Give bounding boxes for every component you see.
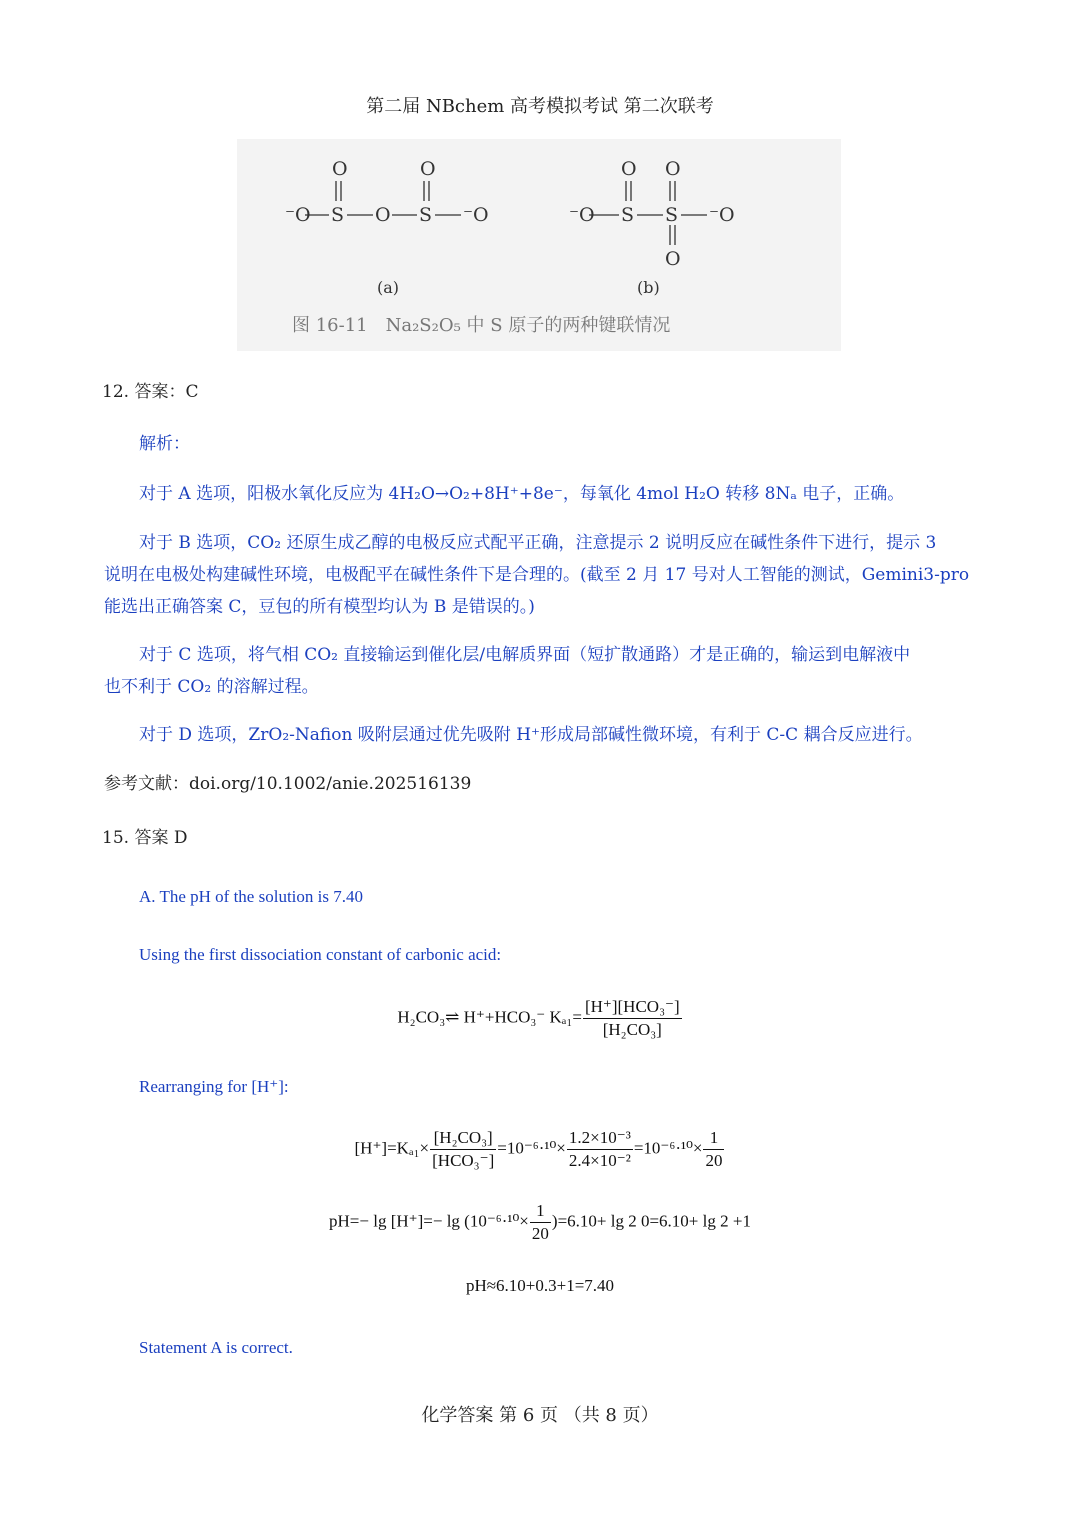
eq2-a: [H⁺]=Kₐ₁×	[354, 1138, 430, 1158]
equation-ph-result: pH≈6.10+0.3+1=7.40	[465, 1276, 615, 1295]
eq1-num: [H⁺][HCO₃⁻]	[583, 996, 682, 1019]
eq3-den: 20	[531, 1224, 549, 1243]
equation-ka1	[0, 996, 1080, 1041]
eq2-b: =10⁻⁶·¹⁰×	[497, 1138, 566, 1158]
eq2-f2-num: 1.2×10⁻³	[567, 1127, 633, 1150]
a-s2: S	[419, 204, 433, 226]
eq2-c: =10⁻⁶·¹⁰×	[633, 1138, 703, 1158]
b-o-right: ⁻O	[709, 204, 735, 226]
q12-answer-text: 12. 答案：C	[102, 382, 199, 402]
b-s1: S	[621, 204, 635, 226]
q12-option-d: 对于 D 选项，ZrO₂-Nafion 吸附层通过优先吸附 H⁺形成局部碱性微环境，有利于 C-C 耦合反应进行。	[139, 725, 923, 745]
eq2-f3-den: 20	[705, 1151, 723, 1170]
q15-answer: 15. 答案 D	[102, 828, 188, 848]
eq2-f3-num: 1	[703, 1127, 724, 1150]
eq2-f2-den: 2.4×10⁻²	[568, 1151, 631, 1170]
page-footer: 化学答案 第 6 页 （共 8 页）	[421, 1405, 659, 1426]
a-o-right: ⁻O	[463, 204, 489, 226]
eq1-den: [H₂CO₃]	[602, 1020, 662, 1039]
structure-diagram	[237, 139, 841, 351]
q15-statement-a: A. The pH of the solution is 7.40	[139, 887, 363, 906]
eq2-fraction2	[567, 1127, 633, 1172]
eq3-a: pH=− lg [H⁺]=− lg (10⁻⁶·¹⁰×	[329, 1211, 529, 1231]
eq3-num: 1	[530, 1200, 551, 1223]
b-o-left: ⁻O	[569, 204, 595, 226]
b-o-top1: O	[621, 158, 637, 180]
a-o-left: ⁻O	[285, 204, 311, 226]
q12-answer	[102, 376, 198, 408]
q12-reference: 参考文献：doi.org/10.1002/anie.202516139	[104, 774, 472, 794]
a-o-top1: O	[332, 158, 348, 180]
q12-option-c-line2: 也不利于 CO₂ 的溶解过程。	[104, 677, 319, 697]
eq2-fraction3	[703, 1127, 724, 1172]
b-o-bottom: O	[665, 248, 681, 270]
q12-option-b-line1: 对于 B 选项，CO₂ 还原生成乙醇的电极反应式配平正确，注意提示 2 说明反应在碱性条件下进行，提示 3	[139, 533, 937, 553]
eq2-f1-den: [HCO₃⁻]	[432, 1151, 495, 1170]
figure-caption: 图 16-11 Na₂S₂O₅ 中 S 原子的两种键联情况	[292, 315, 671, 336]
equation-h-concentration	[0, 1127, 1080, 1172]
eq1-left: H₂CO₃⇌ H⁺+HCO₃⁻ Kₐ₁=	[397, 1007, 582, 1027]
a-o-bridge: O	[375, 204, 391, 226]
q12-option-c-line1: 对于 C 选项，将气相 CO₂ 直接输运到催化层/电解质界面（短扩散通路）才是正确的，输运到电解液中	[139, 645, 911, 665]
eq2-f1-num: [H₂CO₃]	[430, 1127, 496, 1150]
eq3-fraction	[530, 1200, 551, 1245]
figure-s2o5-bonding	[237, 139, 841, 351]
eq2-fraction1	[430, 1127, 496, 1172]
q12-option-b-line3: 能选出正确答案 C，豆包的所有模型均认为 B 是错误的。)	[104, 597, 535, 617]
eq3-b: )=6.10+ lg 2 0=6.10+ lg 2 +1	[551, 1211, 751, 1231]
label-a: (a)	[377, 278, 400, 297]
q12-option-a: 对于 A 选项，阳极水氧化反应为 4H₂O→O₂+8H⁺+8e⁻，每氧化 4mol H₂O 转移 8Nₐ 电子，正确。	[139, 484, 905, 504]
page-header: 第二届 NBchem 高考模拟考试 第二次联考	[366, 96, 714, 117]
q12-option-b-line2: 说明在电极处构建碱性环境，电极配平在碱性条件下是合理的。(截至 2 月 17 号对人工智能的测试，Gemini3-pro	[104, 565, 970, 585]
a-o-top2: O	[420, 158, 436, 180]
eq1-fraction	[583, 996, 682, 1041]
label-b: (b)	[637, 278, 660, 297]
equation-ph	[0, 1200, 1080, 1245]
b-o-top2: O	[665, 158, 681, 180]
a-s1: S	[331, 204, 345, 226]
q12-analysis-label: 解析：	[139, 434, 190, 454]
q15-using-first: Using the first dissociation constant of carbonic acid:	[139, 945, 502, 964]
q15-rearranging: Rearranging for [H⁺]:	[139, 1077, 289, 1096]
q15-conclusion: Statement A is correct.	[139, 1338, 293, 1357]
b-s2: S	[665, 204, 679, 226]
